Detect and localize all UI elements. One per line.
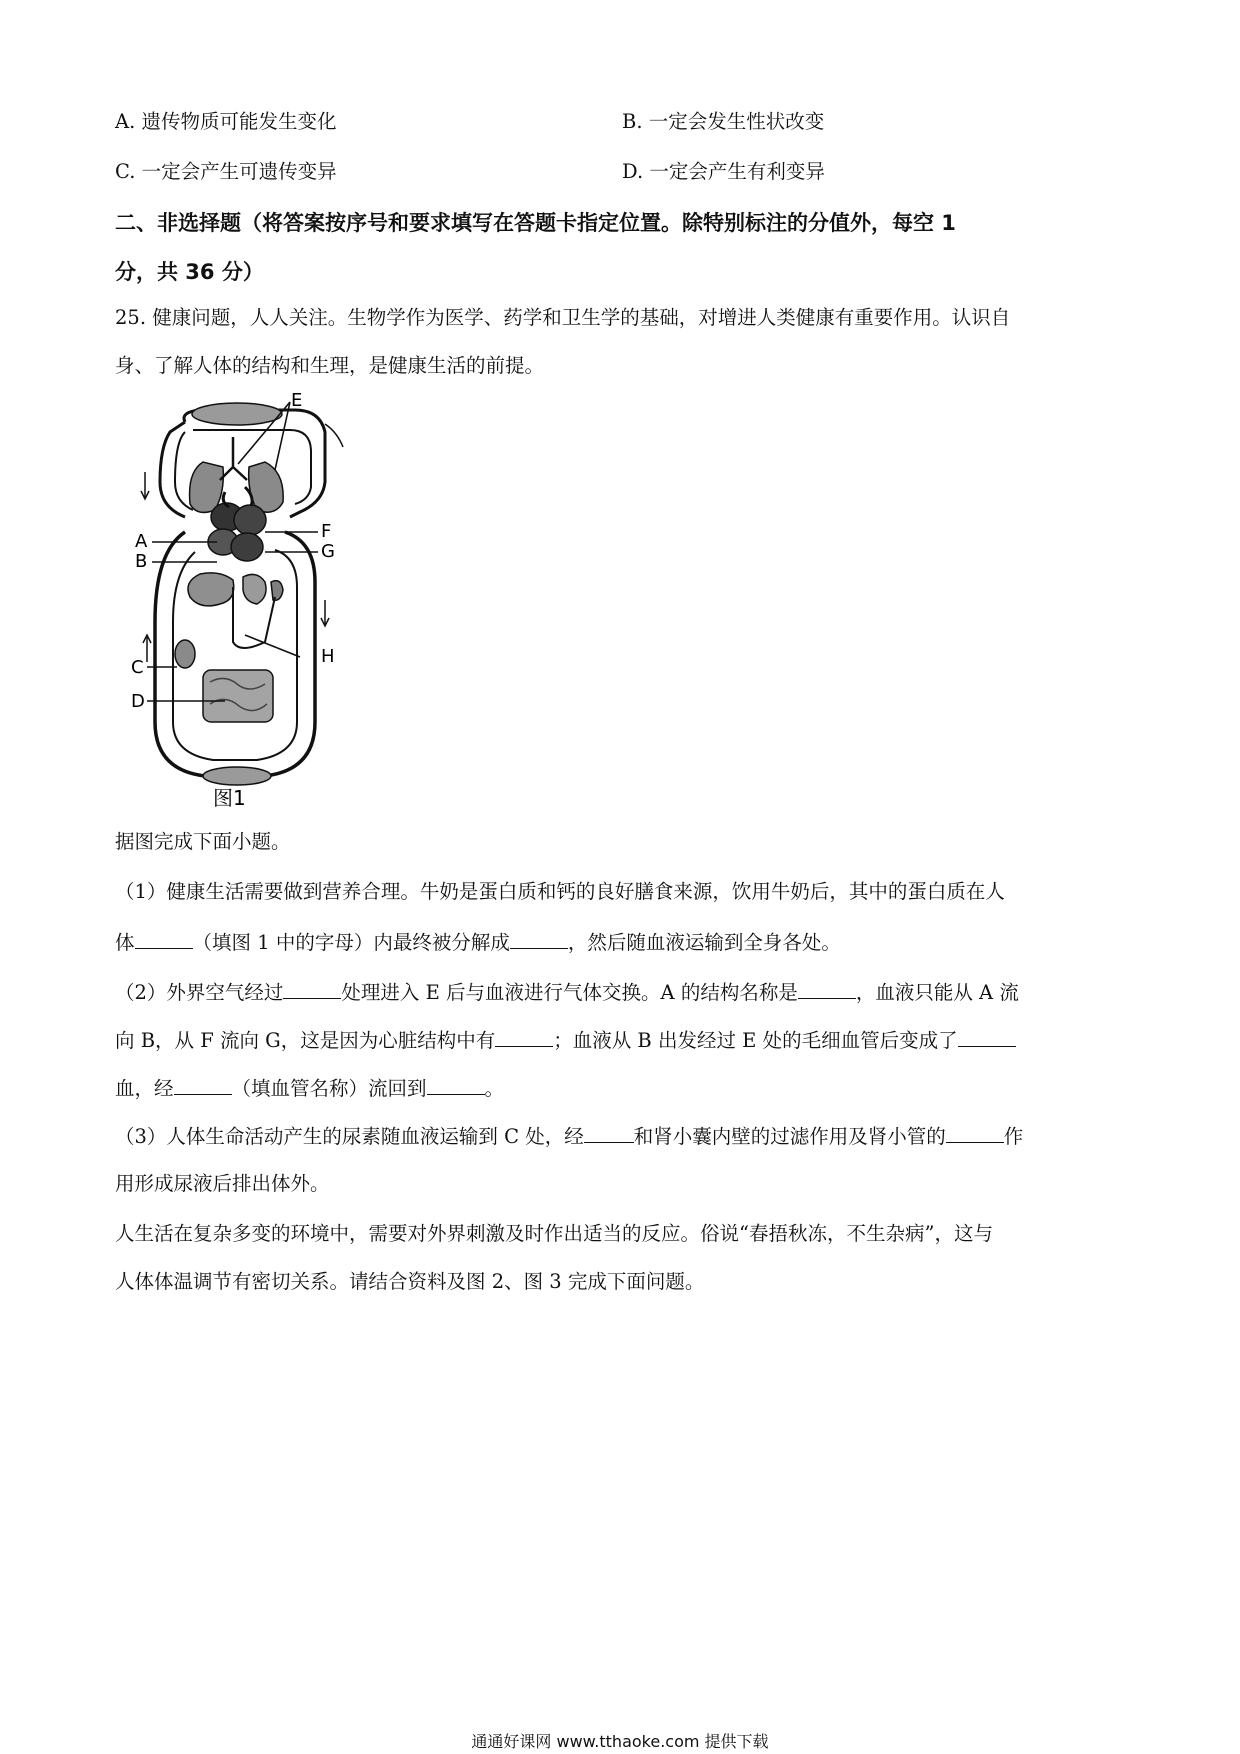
sub2-text-a: （2）外界空气经过 xyxy=(115,981,284,1004)
sub2-text-e: ；血液从 B 出发经过 E 处的毛细血管后变成了 xyxy=(553,1029,958,1052)
option-b: B. 一定会发生性状改变 xyxy=(622,110,825,133)
answer-blank[interactable] xyxy=(958,1028,1016,1047)
answer-blank[interactable] xyxy=(798,980,856,999)
q25-sub1-line2 xyxy=(115,930,841,955)
q25-prompt: 据图完成下面小题。 xyxy=(115,830,291,853)
answer-blank[interactable] xyxy=(495,1028,553,1047)
sub2-text-b: 处理进入 E 后与血液进行气体交换。A 的结构名称是 xyxy=(341,981,798,1004)
option-c: C. 一定会产生可遗传变异 xyxy=(115,160,337,183)
label-G: G xyxy=(321,541,335,562)
option-d: D. 一定会产生有利变异 xyxy=(622,160,825,183)
material-line2: 人体体温调节有密切关系。请结合资料及图 2、图 3 完成下面问题。 xyxy=(115,1270,705,1293)
answer-blank[interactable] xyxy=(283,980,341,999)
q25-sub2-line1 xyxy=(115,980,1019,1005)
q25-sub3-line2: 用形成尿液后排出体外。 xyxy=(115,1172,330,1195)
sub3-text-b: 和肾小囊内壁的过滤作用及肾小管的 xyxy=(633,1125,946,1148)
label-D: D xyxy=(131,691,145,712)
option-a: A. 遗传物质可能发生变化 xyxy=(115,110,337,133)
answer-blank[interactable] xyxy=(946,1124,1004,1143)
q25-intro-line1: 25. 健康问题，人人关注。生物学作为医学、药学和卫生学的基础，对增进人类健康有重要作用。认识自 xyxy=(115,306,1011,329)
sub1-text-c: ，然后随血液运输到全身各处。 xyxy=(567,931,841,954)
sub1-text-a: 体 xyxy=(115,931,135,954)
material-line1: 人生活在复杂多变的环境中，需要对外界刺激及时作出适当的反应。俗说“春捂秋冻，不生杂病”，这与 xyxy=(115,1222,993,1245)
label-B: B xyxy=(135,551,148,572)
sub2-text-f: 血，经 xyxy=(115,1077,174,1100)
sub2-text-g: （填血管名称）流回到 xyxy=(231,1077,427,1100)
section-heading-line1: 二、非选择题（将答案按序号和要求填写在答题卡指定位置。除特别标注的分值外，每空 1 xyxy=(115,211,956,235)
section-heading-line2: 分，共 36 分） xyxy=(115,260,264,284)
answer-blank[interactable] xyxy=(174,1076,232,1095)
sub2-text-d: 向 B，从 F 流向 G，这是因为心脏结构中有 xyxy=(115,1029,496,1052)
q25-sub3-line1 xyxy=(115,1124,1023,1149)
label-E: E xyxy=(291,392,303,411)
q25-sub2-line2 xyxy=(115,1028,1016,1053)
sub3-text-c: 作 xyxy=(1003,1125,1024,1148)
q25-sub1-line1: （1）健康生活需要做到营养合理。牛奶是蛋白质和钙的良好膳食来源，饮用牛奶后，其中的蛋白质在人 xyxy=(115,880,1005,903)
answer-blank[interactable] xyxy=(135,930,193,949)
sub2-text-h: 。 xyxy=(484,1077,505,1100)
circulation-diagram xyxy=(125,392,365,812)
label-A: A xyxy=(135,531,148,552)
figure-caption: 图1 xyxy=(213,786,246,810)
answer-blank[interactable] xyxy=(427,1076,485,1095)
answer-blank[interactable] xyxy=(510,930,568,949)
sub3-text-a: （3）人体生命活动产生的尿素随血液运输到 C 处，经 xyxy=(115,1125,584,1148)
q25-sub2-line3 xyxy=(115,1076,504,1101)
sub2-text-c: ，血液只能从 A 流 xyxy=(855,981,1019,1004)
label-F: F xyxy=(321,521,332,542)
sub1-text-b: （填图 1 中的字母）内最终被分解成 xyxy=(192,931,510,954)
label-C: C xyxy=(131,657,144,678)
label-H: H xyxy=(321,646,335,667)
q25-intro-line2: 身、了解人体的结构和生理，是健康生活的前提。 xyxy=(115,354,545,377)
answer-blank[interactable] xyxy=(584,1124,634,1143)
page-footer: 通通好课网 www.tthaoke.com 提供下载 xyxy=(471,1732,769,1751)
